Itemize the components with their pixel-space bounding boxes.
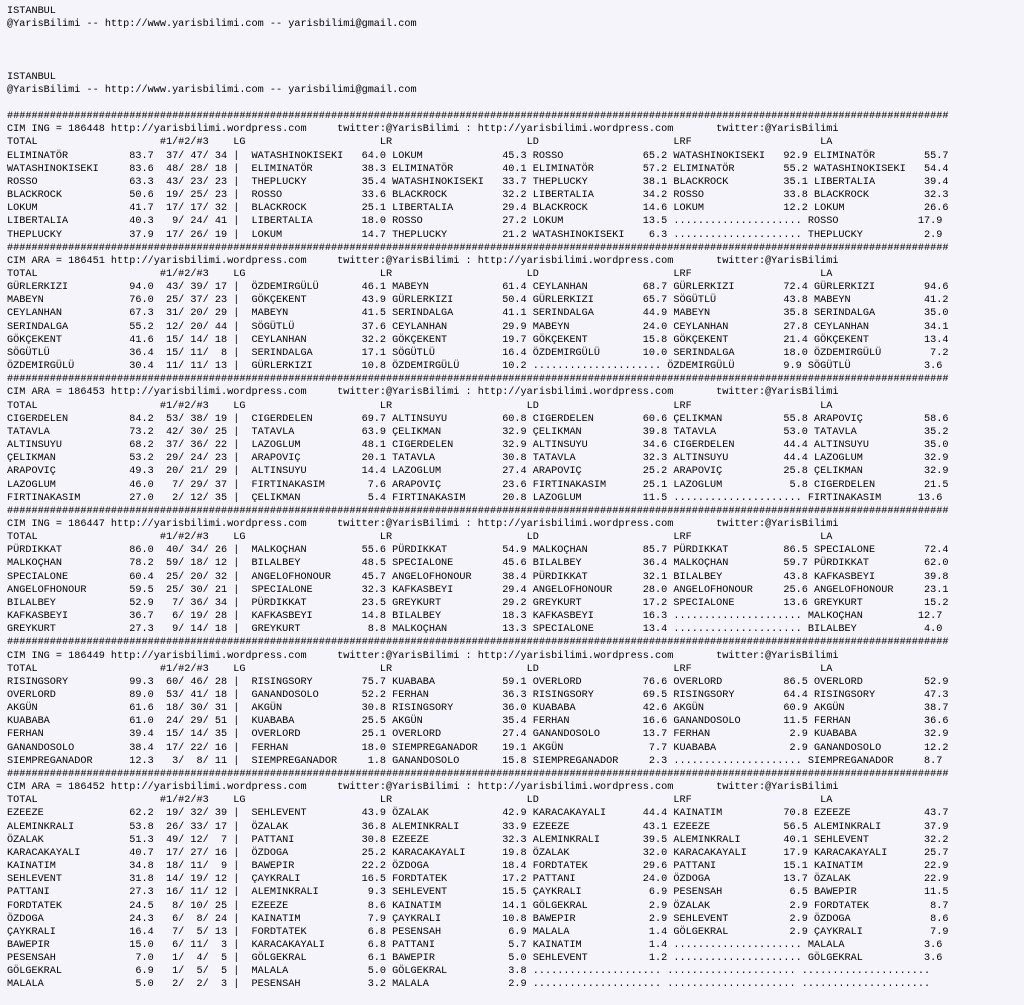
table-row: ÖZDEMIRGÜLÜ 30.4 11/ 11/ 13 | GÜRLERKIZI 10.8 ÖZDEMIRGÜLÜ 10.2 ..................... ÖZDEMIRGÜLÜ 9.9 SÖGÜTLÜ 3.6 bbox=[7, 361, 943, 373]
table-row: BAWEPIR 15.0 6/ 11/ 3 | KARACAKAYALI 6.8 PATTANI 5.7 KAINATIM 1.4 ..................... MALALA 3.6 bbox=[7, 939, 943, 951]
table-row: SIEMPREGANADOR 12.3 3/ 8/ 11 | SIEMPREGANADOR 1.8 GANANDOSOLO 15.8 SIEMPREGANADOR 2.3 ..................... SIEMPREGANADOR 8.7 bbox=[7, 755, 943, 767]
table-row: SPECIALONE 60.4 25/ 20/ 32 | ANGELOFHONOUR 45.7 ANGELOFHONOUR 38.4 PÜRDIKKAT 32.1 BILALBEY 43.8 KAFKASBEYI 39.8 bbox=[7, 571, 949, 583]
table-row: FORDTATEK 24.5 8/ 10/ 25 | EZEEZE 8.6 KAINATIM 14.1 GÖLGEKRAL 2.9 ÖZALAK 2.9 FORDTATEK 8.7 bbox=[7, 900, 949, 912]
table-row: LAZOGLUM 46.0 7/ 29/ 37 | FIRTINAKASIM 7.6 ARAPOVIÇ 23.6 FIRTINAKASIM 25.1 LAZOGLUM 5.8 CIGERDELEN 21.5 bbox=[7, 479, 949, 491]
table-row: ÖZDOGA 24.3 6/ 8/ 24 | KAINATIM 7.9 ÇAYKRALI 10.8 BAWEPIR 2.9 SEHLEVENT 2.9 ÖZDOGA 8.6 bbox=[7, 913, 949, 925]
table-row: KAFKASBEYI 36.7 6/ 19/ 28 | KAFKASBEYI 14.8 BILALBEY 18.3 KAFKASBEYI 16.3 ..................... MALKOÇHAN 12.7 bbox=[7, 611, 943, 623]
table-row: PESENSAH 7.0 1/ 4/ 5 | GÖLGEKRAL 6.1 BAWEPIR 5.0 SEHLEVENT 1.2 ..................... GÖLGEKRAL 3.6 bbox=[7, 953, 943, 965]
table-row: SEHLEVENT 31.8 14/ 19/ 12 | ÇAYKRALI 16.5 FORDTATEK 17.2 PATTANI 24.0 ÖZDOGA 13.7 ÖZALAK 22.9 bbox=[7, 874, 949, 886]
header-block bbox=[7, 71, 1024, 97]
column-header: TOTAL #1/#2/#3 LG LR LD LRF LA bbox=[7, 269, 833, 280]
table-row: FERHAN 39.4 15/ 14/ 35 | OVERLORD 25.1 OVERLORD 27.4 GANANDOSOLO 13.7 FERHAN 2.9 KUABABA 32.9 bbox=[7, 729, 949, 741]
contact-line: @YarisBilimi -- http://www.yarisbilimi.com -- yarisbilimi@gmail.com bbox=[7, 19, 417, 31]
table-row: GREYKURT 27.3 9/ 14/ 18 | GREYKURT 8.8 MALKOÇHAN 13.3 SPECIALONE 13.4 ..................... BILALBEY 4.0 bbox=[7, 624, 943, 636]
table-row: PATTANI 27.3 16/ 11/ 12 | ALEMINKRALI 9.3 SEHLEVENT 15.5 ÇAYKRALI 6.9 PESENSAH 6.5 BAWEPIR 11.5 bbox=[7, 887, 949, 899]
table-row: EZEEZE 62.2 19/ 32/ 39 | SEHLEVENT 43.9 ÖZALAK 42.9 KARACAKAYALI 44.4 KAINATIM 70.8 EZEEZE 43.7 bbox=[7, 808, 949, 820]
table-row: SÖGÜTLÜ 36.4 15/ 11/ 8 | SERINDALGA 17.1 SÖGÜTLÜ 16.4 ÖZDEMIRGÜLÜ 10.0 SERINDALGA 18.0 ÖZDEMIRGÜLÜ 7.2 bbox=[7, 347, 949, 359]
table-row: GÖKÇEKENT 41.6 15/ 14/ 18 | CEYLANHAN 32.2 GÖKÇEKENT 19.7 GÖKÇEKENT 15.8 GÖKÇEKENT 21.4 GÖKÇEKENT 13.4 bbox=[7, 334, 949, 346]
column-header: TOTAL #1/#2/#3 LG LR LD LRF LA bbox=[7, 663, 833, 675]
table-row: AKGÜN 61.6 18/ 30/ 31 | AKGÜN 30.8 RISINGSORY 36.0 KUABABA 42.6 AKGÜN 60.9 AKGÜN 38.7 bbox=[7, 703, 949, 715]
race-tables bbox=[7, 110, 1024, 991]
table-row: PÜRDIKKAT 86.0 40/ 34/ 26 | MALKOÇHAN 55.6 PÜRDIKKAT 54.9 MALKOÇHAN 85.7 PÜRDIKKAT 86.5 SPECIALONE 72.4 bbox=[7, 545, 949, 557]
city-title: ISTANBUL bbox=[7, 71, 56, 83]
city-title: ISTANBUL bbox=[7, 6, 56, 17]
column-header: TOTAL #1/#2/#3 LG LR LD LRF LA bbox=[7, 795, 833, 807]
table-row: CEYLANHAN 67.3 31/ 20/ 29 | MABEYN 41.5 SERINDALGA 41.1 SERINDALGA 44.9 MABEYN 35.8 SERINDALGA 35.0 bbox=[7, 308, 949, 320]
separator-line: ########################################################################################################################################################## bbox=[7, 505, 949, 517]
table-row: LIBERTALIA 40.3 9/ 24/ 41 | LIBERTALIA 18.0 ROSSO 27.2 LOKUM 13.5 ..................... ROSSO 17.9 bbox=[7, 216, 943, 228]
table-row: BLACKROCK 50.6 19/ 25/ 23 | ROSSO 33.6 BLACKROCK 32.2 LIBERTALIA 34.2 ROSSO 33.8 BLACKROCK 32.3 bbox=[7, 190, 949, 202]
race-title: CIM ARA = 186452 http://yarisbilimi.wordpress.com twitter:@YarisBilimi : http://yarisbilimi.wordpress.com twitter:@YarisBilimi bbox=[7, 782, 839, 794]
race-title: CIM ARA = 186451 http://yarisbilimi.wordpress.com twitter:@YarisBilimi : http://yarisbilimi.wordpress.com twitter:@YarisBilimi bbox=[7, 255, 839, 267]
table-row: MALKOÇHAN 78.2 59/ 18/ 12 | BILALBEY 48.5 SPECIALONE 45.6 BILALBEY 36.4 MALKOÇHAN 59.7 PÜRDIKKAT 62.0 bbox=[7, 558, 949, 570]
race-section bbox=[7, 386, 1024, 518]
column-header: TOTAL #1/#2/#3 LG LR LD LRF LA bbox=[7, 532, 833, 544]
table-row: TATAVLA 73.2 42/ 30/ 25 | TATAVLA 63.9 ÇELIKMAN 32.9 ÇELIKMAN 39.8 TATAVLA 53.0 TATAVLA 35.2 bbox=[7, 426, 949, 438]
spacer bbox=[7, 31, 1024, 71]
table-row: GÜRLERKIZI 94.0 43/ 39/ 17 | ÖZDEMIRGÜLÜ 46.1 MABEYN 61.4 CEYLANHAN 68.7 GÜRLERKIZI 72.4 GÜRLERKIZI 94.6 bbox=[7, 282, 949, 294]
separator-line: ########################################################################################################################################################## bbox=[7, 768, 949, 780]
table-row: FIRTINAKASIM 27.0 2/ 12/ 35 | ÇELIKMAN 5.4 FIRTINAKASIM 20.8 LAZOGLUM 11.5 ..................... FIRTINAKASIM 13.6 bbox=[7, 492, 943, 504]
header-block bbox=[7, 5, 1024, 31]
table-row: SERINDALGA 55.2 12/ 20/ 44 | SÖGÜTLÜ 37.6 CEYLANHAN 29.9 MABEYN 24.0 CEYLANHAN 27.8 CEYLANHAN 34.1 bbox=[7, 321, 949, 333]
table-row: ALEMINKRALI 53.8 26/ 33/ 17 | ÖZALAK 36.8 ALEMINKRALI 33.9 EZEEZE 43.1 EZEEZE 56.5 ALEMINKRALI 37.9 bbox=[7, 821, 949, 833]
table-row: ROSSO 63.3 43/ 23/ 23 | THEPLUCKY 35.4 WATASHINOKISEKI 33.7 THEPLUCKY 38.1 BLACKROCK 35.1 LIBERTALIA 39.4 bbox=[7, 176, 949, 188]
table-row: THEPLUCKY 37.9 17/ 26/ 19 | LOKUM 14.7 THEPLUCKY 21.2 WATASHINOKISEKI 6.3 ..................... THEPLUCKY 2.9 bbox=[7, 229, 943, 241]
table-row: ÇAYKRALI 16.4 7/ 5/ 13 | FORDTATEK 6.8 PESENSAH 6.9 MALALA 1.4 GÖLGEKRAL 2.9 ÇAYKRALI 7.9 bbox=[7, 926, 949, 938]
table-row: BILALBEY 52.9 7/ 36/ 34 | PÜRDIKKAT 23.5 GREYKURT 29.2 GREYKURT 17.2 SPECIALONE 13.6 GREYKURT 15.2 bbox=[7, 597, 949, 609]
table-row: GÖLGEKRAL 6.9 1/ 5/ 5 | MALALA 5.0 GÖLGEKRAL 3.8 ..................... ..................... ..................... bbox=[7, 966, 931, 978]
separator-line: ########################################################################################################################################################## bbox=[7, 111, 949, 123]
table-row: GANANDOSOLO 38.4 17/ 22/ 16 | FERHAN 18.0 SIEMPREGANADOR 19.1 AKGÜN 7.7 KUABABA 2.9 GANANDOSOLO 12.2 bbox=[7, 742, 949, 754]
table-row: MABEYN 76.0 25/ 37/ 23 | GÖKÇEKENT 43.9 GÜRLERKIZI 50.4 GÜRLERKIZI 65.7 SÖGÜTLÜ 43.8 MABEYN 41.2 bbox=[7, 295, 949, 307]
column-header: TOTAL #1/#2/#3 LG LR LD LRF LA bbox=[7, 137, 833, 149]
race-title: CIM ING = 186447 http://yarisbilimi.wordpress.com twitter:@YarisBilimi : http://yarisbilimi.wordpress.com twitter:@YarisBilimi bbox=[7, 518, 839, 530]
separator-line: ########################################################################################################################################################## bbox=[7, 637, 949, 649]
race-section bbox=[7, 255, 1024, 387]
table-row: ARAPOVIÇ 49.3 20/ 21/ 29 | ALTINSUYU 14.4 LAZOGLUM 27.4 ARAPOVIÇ 25.2 ARAPOVIÇ 25.8 ÇELIKMAN 32.9 bbox=[7, 466, 949, 478]
separator-line: ########################################################################################################################################################## bbox=[7, 242, 949, 254]
table-row: KARACAKAYALI 40.7 17/ 27/ 16 | ÖZDOGA 25.2 KARACAKAYALI 19.8 ÖZALAK 32.0 KARACAKAYALI 17.9 KARACAKAYALI 25.7 bbox=[7, 847, 949, 859]
separator-line: ########################################################################################################################################################## bbox=[7, 374, 949, 386]
race-section bbox=[7, 781, 1024, 992]
table-row: ANGELOFHONOUR 59.5 25/ 30/ 21 | SPECIALONE 32.3 KAFKASBEYI 29.4 ANGELOFHONOUR 28.0 ANGELOFHONOUR 25.6 ANGELOFHONOUR 23.1 bbox=[7, 584, 949, 596]
table-row: OVERLORD 89.0 53/ 41/ 18 | GANANDOSOLO 52.2 FERHAN 36.3 RISINGSORY 69.5 RISINGSORY 64.4 RISINGSORY 47.3 bbox=[7, 690, 949, 701]
race-title: CIM ING = 186448 http://yarisbilimi.wordpress.com twitter:@YarisBilimi : http://yarisbilimi.wordpress.com twitter:@YarisBilimi bbox=[7, 124, 839, 136]
table-row: ALTINSUYU 68.2 37/ 36/ 22 | LAZOGLUM 48.1 CIGERDELEN 32.9 ALTINSUYU 34.6 CIGERDELEN 44.4 ALTINSUYU 35.0 bbox=[7, 440, 949, 452]
race-section bbox=[7, 518, 1024, 650]
table-row: WATASHINOKISEKI 83.6 48/ 28/ 18 | ELIMINATÖR 38.3 ELIMINATÖR 40.1 ELIMINATÖR 57.2 ELIMINATÖR 55.2 WATASHINOKISEKI 54.4 bbox=[7, 163, 949, 175]
table-row: CIGERDELEN 84.2 53/ 38/ 19 | CIGERDELEN 69.7 ALTINSUYU 60.8 CIGERDELEN 60.6 ÇELIKMAN 55.8 ARAPOVIÇ 58.6 bbox=[7, 413, 949, 425]
spacer bbox=[7, 97, 1024, 110]
column-header: TOTAL #1/#2/#3 LG LR LD LRF LA bbox=[7, 400, 833, 412]
table-row: LOKUM 41.7 17/ 17/ 32 | BLACKROCK 25.1 LIBERTALIA 29.4 BLACKROCK 14.6 LOKUM 12.2 LOKUM 26.6 bbox=[7, 203, 949, 215]
table-row: RISINGSORY 99.3 60/ 46/ 28 | RISINGSORY 75.7 KUABABA 59.1 OVERLORD 76.6 OVERLORD 86.5 OVERLORD 52.9 bbox=[7, 676, 949, 688]
table-row: ÇELIKMAN 53.2 29/ 24/ 23 | ARAPOVIÇ 20.1 TATAVLA 30.8 TATAVLA 32.3 ALTINSUYU 44.4 LAZOGLUM 32.9 bbox=[7, 453, 949, 465]
race-section bbox=[7, 650, 1024, 782]
table-row: KAINATIM 34.8 18/ 11/ 9 | BAWEPIR 22.2 ÖZDOGA 18.4 FORDTATEK 29.6 PATTANI 15.1 KAINATIM 22.9 bbox=[7, 861, 949, 873]
contact-line: @YarisBilimi -- http://www.yarisbilimi.com -- yarisbilimi@gmail.com bbox=[7, 84, 417, 96]
race-title: CIM ARA = 186453 http://yarisbilimi.wordpress.com twitter:@YarisBilimi : http://yarisbilimi.wordpress.com twitter:@YarisBilimi bbox=[7, 387, 839, 399]
race-title: CIM ING = 186449 http://yarisbilimi.wordpress.com twitter:@YarisBilimi : http://yarisbilimi.wordpress.com twitter:@YarisBilimi bbox=[7, 650, 839, 662]
table-row: ELIMINATÖR 83.7 37/ 47/ 34 | WATASHINOKISEKI 64.0 LOKUM 45.3 ROSSO 65.2 WATASHINOKISEKI 92.9 ELIMINATÖR 55.7 bbox=[7, 150, 949, 162]
table-row: KUABABA 61.0 24/ 29/ 51 | KUABABA 25.5 AKGÜN 35.4 FERHAN 16.6 GANANDOSOLO 11.5 FERHAN 36.6 bbox=[7, 716, 949, 728]
table-row: ÖZALAK 51.3 49/ 12/ 7 | PATTANI 30.8 EZEEZE 32.3 ALEMINKRALI 39.5 ALEMINKRALI 40.1 SEHLEVENT 32.2 bbox=[7, 834, 949, 846]
race-section bbox=[7, 123, 1024, 255]
table-row: MALALA 5.0 2/ 2/ 3 | PESENSAH 3.2 MALALA 2.9 ..................... ..................... ..................... bbox=[7, 979, 931, 991]
